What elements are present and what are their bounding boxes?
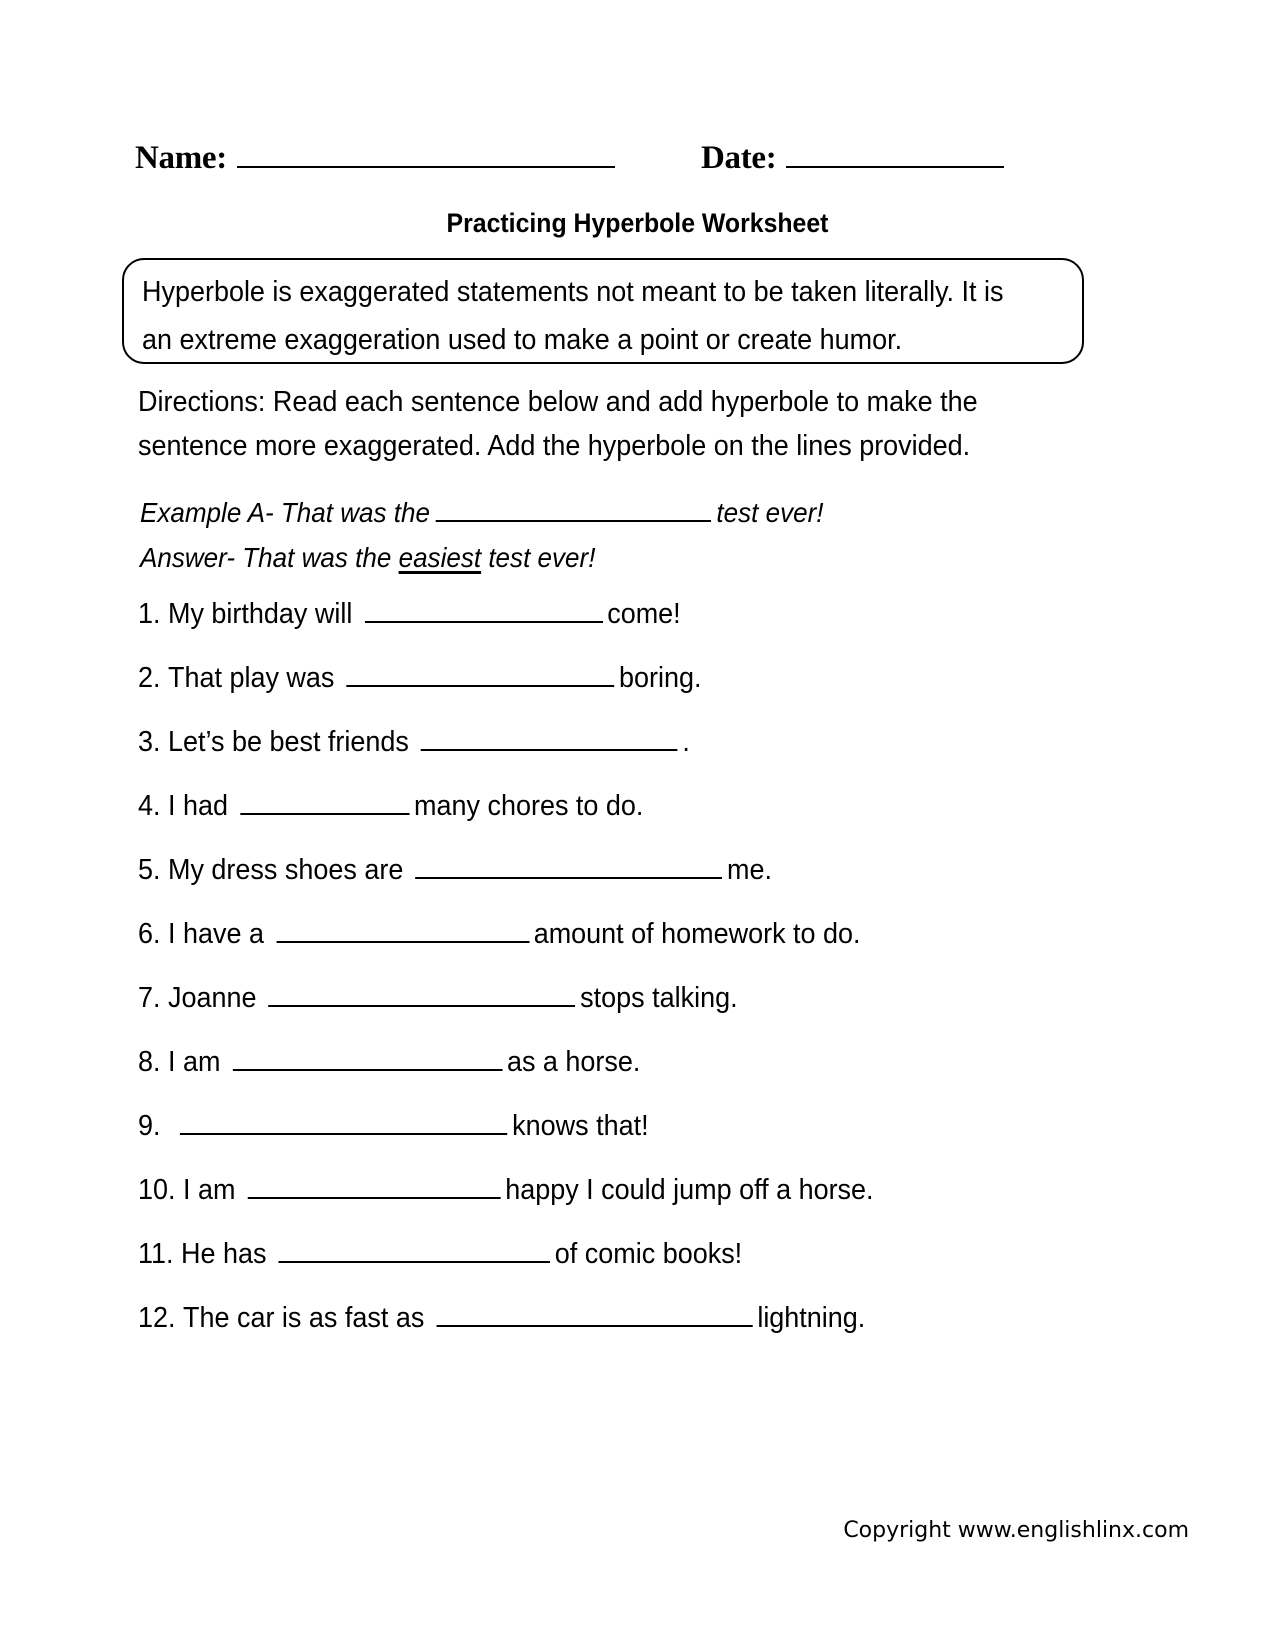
question-text-after: boring. bbox=[619, 662, 702, 694]
question-spacer bbox=[409, 726, 416, 759]
question-text-before: I had bbox=[167, 790, 228, 822]
question-row bbox=[138, 854, 1124, 918]
question-text-after: happy I could jump off a horse. bbox=[505, 1174, 874, 1206]
question-row bbox=[138, 598, 1124, 662]
question-number: 3. bbox=[138, 726, 168, 758]
answer-blank[interactable] bbox=[421, 748, 678, 751]
example-answer-suffix: test ever! bbox=[481, 542, 596, 573]
question-number: 11. bbox=[138, 1238, 181, 1270]
answer-blank[interactable] bbox=[248, 1196, 501, 1199]
name-date-header bbox=[135, 140, 1035, 186]
directions-text: Directions: Read each sentence below and add hyperbole to make the sentence more exaggerated. Add the hyperbole on the lines provided. bbox=[138, 386, 978, 462]
answer-blank[interactable] bbox=[276, 940, 529, 943]
question-row bbox=[138, 918, 1124, 982]
example-prompt-line bbox=[140, 490, 1051, 535]
question-spacer bbox=[235, 1174, 242, 1207]
question-text-after: knows that! bbox=[512, 1110, 649, 1142]
example-answer-line bbox=[140, 535, 1051, 580]
question-spacer bbox=[424, 1302, 431, 1335]
date-label: Date: bbox=[700, 140, 777, 176]
question-text-before: He has bbox=[180, 1238, 267, 1270]
question-spacer bbox=[256, 982, 263, 1015]
question-text-after: as a horse. bbox=[506, 1046, 641, 1078]
question-text-after: come! bbox=[607, 598, 681, 630]
answer-blank[interactable] bbox=[436, 1324, 752, 1327]
question-text-before: Joanne bbox=[167, 982, 257, 1014]
question-spacer bbox=[334, 662, 341, 695]
question-text-before: The car is as fast as bbox=[182, 1302, 425, 1334]
example-prompt-suffix: test ever! bbox=[716, 497, 824, 528]
example-blank[interactable] bbox=[436, 519, 711, 522]
question-row bbox=[138, 1046, 1124, 1110]
question-number: 7. bbox=[138, 982, 168, 1014]
question-row bbox=[138, 662, 1124, 726]
example-answer-prefix: Answer- That was the bbox=[140, 542, 399, 573]
question-spacer bbox=[266, 1238, 273, 1271]
question-text-after: stops talking. bbox=[580, 982, 738, 1014]
answer-blank[interactable] bbox=[233, 1068, 503, 1071]
answer-blank[interactable] bbox=[364, 620, 602, 623]
question-text-after: many chores to do. bbox=[414, 790, 644, 822]
question-row bbox=[138, 982, 1124, 1046]
question-text-after: of comic books! bbox=[554, 1238, 743, 1270]
question-number: 12. bbox=[138, 1302, 183, 1334]
example-block bbox=[140, 490, 1051, 580]
example-prompt-prefix: Example A- That was the bbox=[140, 497, 430, 528]
example-answer-word: easiest bbox=[398, 542, 482, 573]
question-number: 5. bbox=[138, 854, 168, 886]
question-number: 10. bbox=[138, 1174, 183, 1206]
definition-text: Hyperbole is exaggerated statements not meant to be taken literally. It is an extreme exaggeration used to make a point or create humor. bbox=[142, 276, 1004, 356]
name-label: Name: bbox=[135, 140, 227, 176]
question-text-before: I am bbox=[167, 1046, 221, 1078]
question-text-before: I have a bbox=[167, 918, 264, 950]
question-spacer bbox=[168, 1110, 175, 1143]
question-text-before: That play was bbox=[167, 662, 335, 694]
question-number: 6. bbox=[138, 918, 168, 950]
question-text-after: lightning. bbox=[757, 1302, 866, 1334]
question-text-before: Let’s be best friends bbox=[167, 726, 409, 758]
question-spacer bbox=[228, 790, 235, 823]
question-number: 9. bbox=[138, 1110, 168, 1142]
answer-blank[interactable] bbox=[240, 812, 409, 815]
question-row bbox=[138, 1302, 1124, 1366]
question-text-after: amount of homework to do. bbox=[533, 918, 861, 950]
question-row bbox=[138, 1174, 1124, 1238]
question-text-after: . bbox=[682, 726, 690, 758]
answer-blank[interactable] bbox=[347, 684, 615, 687]
question-spacer bbox=[352, 598, 359, 631]
question-row bbox=[138, 1110, 1124, 1174]
question-text-before: My birthday will bbox=[167, 598, 353, 630]
copyright-footer: Copyright www.englishlinx.com bbox=[843, 1518, 1189, 1543]
question-row bbox=[138, 790, 1124, 854]
question-spacer bbox=[264, 918, 271, 951]
question-spacer bbox=[220, 1046, 227, 1079]
name-write-in-line[interactable] bbox=[237, 165, 615, 168]
question-text-before: I am bbox=[182, 1174, 236, 1206]
date-write-in-line[interactable] bbox=[786, 165, 1004, 168]
question-spacer bbox=[403, 854, 410, 887]
question-text-before: My dress shoes are bbox=[167, 854, 404, 886]
page-title: Practicing Hyperbole Worksheet bbox=[446, 208, 829, 238]
question-text-after: me. bbox=[727, 854, 772, 886]
question-list bbox=[138, 598, 1198, 1366]
question-row bbox=[138, 1238, 1124, 1302]
answer-blank[interactable] bbox=[180, 1132, 507, 1135]
answer-blank[interactable] bbox=[279, 1260, 551, 1263]
question-number: 2. bbox=[138, 662, 168, 694]
question-number: 8. bbox=[138, 1046, 168, 1078]
question-row bbox=[138, 726, 1124, 790]
answer-blank[interactable] bbox=[415, 876, 722, 879]
question-number: 1. bbox=[138, 598, 168, 630]
question-number: 4. bbox=[138, 790, 168, 822]
answer-blank[interactable] bbox=[269, 1004, 576, 1007]
